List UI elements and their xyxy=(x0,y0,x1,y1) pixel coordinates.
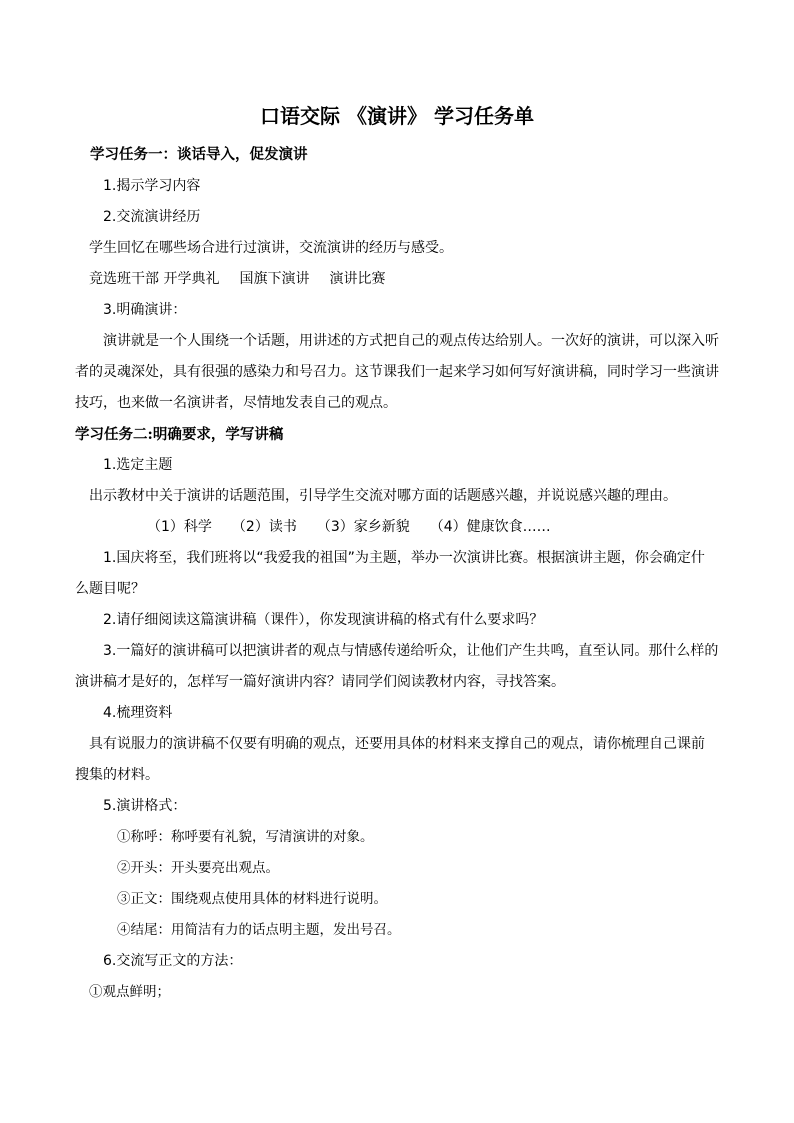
format-item: ③正文：围绕观点使用具体的材料进行说明。 xyxy=(117,891,387,907)
question1-line: 么题目呢？ xyxy=(75,581,145,597)
task1-step3-para-line: 技巧，也来做一名演讲者，尽情地发表自己的观点。 xyxy=(75,395,397,411)
format-item: ②开头：开头要亮出观点。 xyxy=(117,860,279,876)
task1-step2: 2.交流演讲经历 xyxy=(103,209,201,225)
task1-step2-text: 学生回忆在哪些场合进行过演讲，交流演讲的经历与感受。 xyxy=(89,240,453,256)
question2: 2.请仔细阅读这篇演讲稿（课件），你发现演讲稿的格式有什么要求吗？ xyxy=(103,612,544,628)
task2-step4: 4.梳理资料 xyxy=(103,705,173,721)
occasion-item: 竞选班干部 开学典礼 xyxy=(89,271,220,287)
task1-heading: 学习任务一：谈话导入，促发演讲 xyxy=(90,146,308,163)
task2-heading: 学习任务二:明确要求，学写讲稿 xyxy=(75,426,284,443)
task2-step5: 5.演讲格式： xyxy=(103,798,187,814)
task2-step6: 6.交流写正文的方法： xyxy=(103,953,243,969)
topic-item: （4）健康饮食…… xyxy=(429,519,551,535)
topics-list xyxy=(147,517,551,537)
task1-step3-para-line: 者的灵魂深处，具有很强的感染力和号召力。这节课我们一起来学习如何写好演讲稿，同时学习一些演讲 xyxy=(75,364,719,380)
question1-line: 1.国庆将至，我们班将以“我爱我的祖国”为主题，举办一次演讲比赛。根据演讲主题，你会确定什 xyxy=(103,550,705,566)
topic-item: （1）科学 xyxy=(147,519,212,535)
topic-item: （3）家乡新貌 xyxy=(316,519,410,535)
task2-step4-para-line: 搜集的材料。 xyxy=(75,767,159,783)
occasion-item: 演讲比赛 xyxy=(329,271,386,287)
task1-step1: 1.揭示学习内容 xyxy=(103,178,201,194)
question3-line: 演讲稿才是好的，怎样写一篇好演讲内容？请同学们阅读教材内容，寻找答案。 xyxy=(75,674,565,690)
format-item: ①称呼：称呼要有礼貌，写清演讲的对象。 xyxy=(117,829,374,845)
task2-step4-para-line: 具有说服力的演讲稿不仅要有明确的观点，还要用具体的材料来支撑自己的观点，请你梳理自己课前 xyxy=(89,736,705,752)
task2-step6-item: ①观点鲜明； xyxy=(89,984,170,1000)
occasions-list xyxy=(89,269,385,289)
task1-step3-para-line: 演讲就是一个人围绕一个话题，用讲述的方式把自己的观点传达给别人。一次好的演讲，可以深入听 xyxy=(103,333,719,349)
document-title: 口语交际 《演讲》 学习任务单 xyxy=(260,104,534,128)
format-item: ④结尾：用简洁有力的话点明主题，发出号召。 xyxy=(117,922,401,938)
topic-item: （2）读书 xyxy=(231,519,297,535)
task2-step1: 1.选定主题 xyxy=(103,457,173,473)
occasion-item: 国旗下演讲 xyxy=(239,271,310,287)
question3-line: 3.一篇好的演讲稿可以把演讲者的观点与情感传递给听众，让他们产生共鸣，直至认同。那什么样的 xyxy=(103,643,719,659)
task2-step1-text: 出示教材中关于演讲的话题范围，引导学生交流对哪方面的话题感兴趣，并说说感兴趣的理由。 xyxy=(89,488,677,504)
task1-step3: 3.明确演讲： xyxy=(103,302,187,318)
